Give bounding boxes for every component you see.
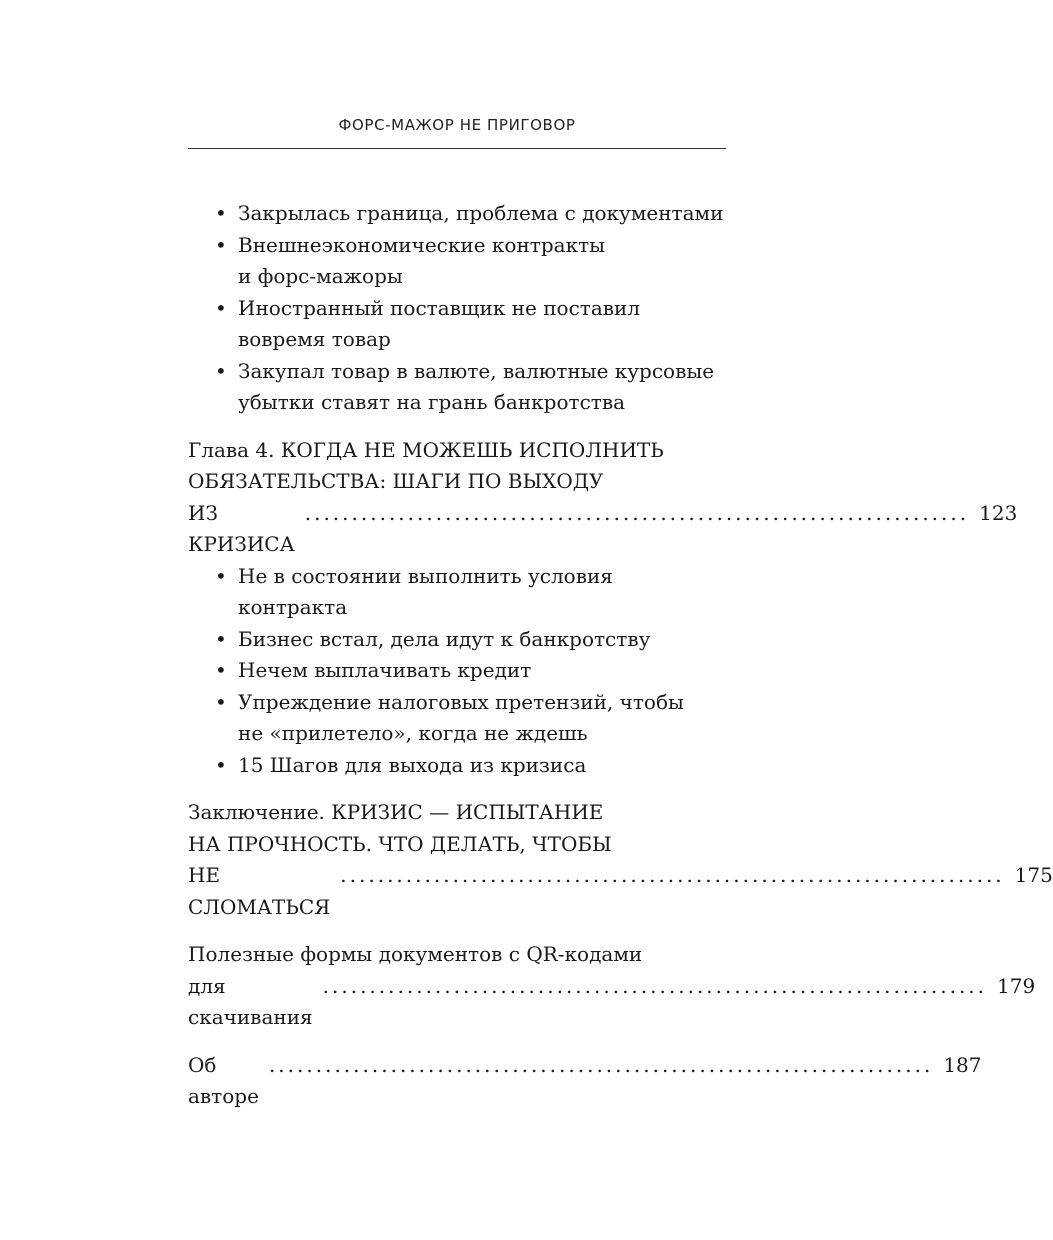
bullet-list-chapter-4	[188, 561, 726, 782]
bullet-text: Не в состоянии выполнить условия	[238, 563, 613, 588]
toc-entry-conclusion[interactable]	[188, 797, 1053, 923]
bullet-text: Закрылась граница, проблема с документами	[238, 201, 724, 225]
list-item	[188, 561, 726, 624]
bullet-text: Закупал товар в валюте, валютные курсовые	[238, 358, 715, 383]
header-rule	[188, 148, 726, 149]
bullet-icon: •	[215, 295, 227, 320]
entry-title-line: ОБЯЗАТЕЛЬСТВА: ШАГИ ПО ВЫХОДУ	[188, 469, 604, 493]
bullet-icon: •	[215, 626, 227, 651]
bullet-text: Внешнеэкономические контракты	[238, 232, 606, 257]
bullet-text: контракта	[238, 595, 348, 619]
bullet-icon: •	[215, 752, 227, 777]
bullet-text: и форс-мажоры	[238, 264, 403, 288]
bullet-list-top	[188, 198, 726, 419]
dot-leader: .......................................................................	[268, 1052, 934, 1077]
list-item	[188, 750, 726, 782]
bullet-icon: •	[215, 563, 227, 588]
list-item	[188, 655, 726, 687]
dot-leader: .......................................................................	[322, 973, 988, 998]
entry-title-line: НА ПРОЧНОСТЬ. ЧТО ДЕЛАТЬ, ЧТОБЫ	[188, 831, 612, 856]
running-head: ФОРС-МАЖОР НЕ ПРИГОВОР	[338, 116, 576, 134]
dot-leader: .......................................................................	[304, 500, 970, 525]
list-item	[188, 624, 726, 656]
entry-title-line: для скачивания	[188, 973, 313, 1029]
bullet-text: Нечем выплачивать кредит	[238, 658, 532, 682]
toc-entry-chapter-4[interactable]	[188, 435, 1018, 561]
bullet-icon: •	[215, 201, 227, 225]
page-number: 123	[979, 500, 1018, 525]
bullet-text: 15 Шагов для выхода из кризиса	[238, 752, 587, 777]
bullet-text: Бизнес встал, дела идут к банкротству	[238, 626, 651, 651]
list-item	[188, 687, 726, 750]
bullet-text: Иностранный поставщик не поставил	[238, 295, 641, 320]
bullet-text: убытки ставят на грань банкротства	[238, 390, 626, 414]
list-item	[188, 198, 726, 230]
bullet-text: не «прилетело», когда не ждешь	[238, 721, 588, 745]
entry-title-line: Заключение. КРИЗИС — ИСПЫТАНИЕ	[188, 800, 604, 824]
page-number: 179	[997, 973, 1036, 998]
list-item	[188, 230, 726, 293]
entry-title-line: ИЗ КРИЗИСА	[188, 500, 295, 556]
entry-title-line: Полезные формы документов с QR-кодами	[188, 942, 643, 966]
bullet-icon: •	[215, 232, 227, 257]
page-number: 175	[1014, 863, 1053, 887]
bullet-icon: •	[215, 689, 227, 714]
bullet-icon: •	[215, 658, 227, 682]
entry-title-line: НЕ СЛОМАТЬСЯ	[188, 863, 331, 919]
toc-entry-forms[interactable]	[188, 939, 1036, 1034]
list-item	[188, 293, 726, 356]
bullet-text: вовремя товар	[238, 327, 391, 351]
list-item	[188, 356, 726, 419]
toc-entry-about-author[interactable]	[188, 1050, 982, 1113]
entry-title-line: Глава 4. КОГДА НЕ МОЖЕШЬ ИСПОЛНИТЬ	[188, 437, 664, 462]
bullet-icon: •	[215, 358, 227, 383]
table-of-contents	[188, 198, 1053, 1113]
entry-title-line: Об авторе	[188, 1052, 259, 1108]
page-number: 187	[943, 1052, 982, 1077]
dot-leader: .......................................................................	[340, 863, 1005, 887]
bullet-text: Упреждение налоговых претензий, чтобы	[238, 689, 684, 714]
